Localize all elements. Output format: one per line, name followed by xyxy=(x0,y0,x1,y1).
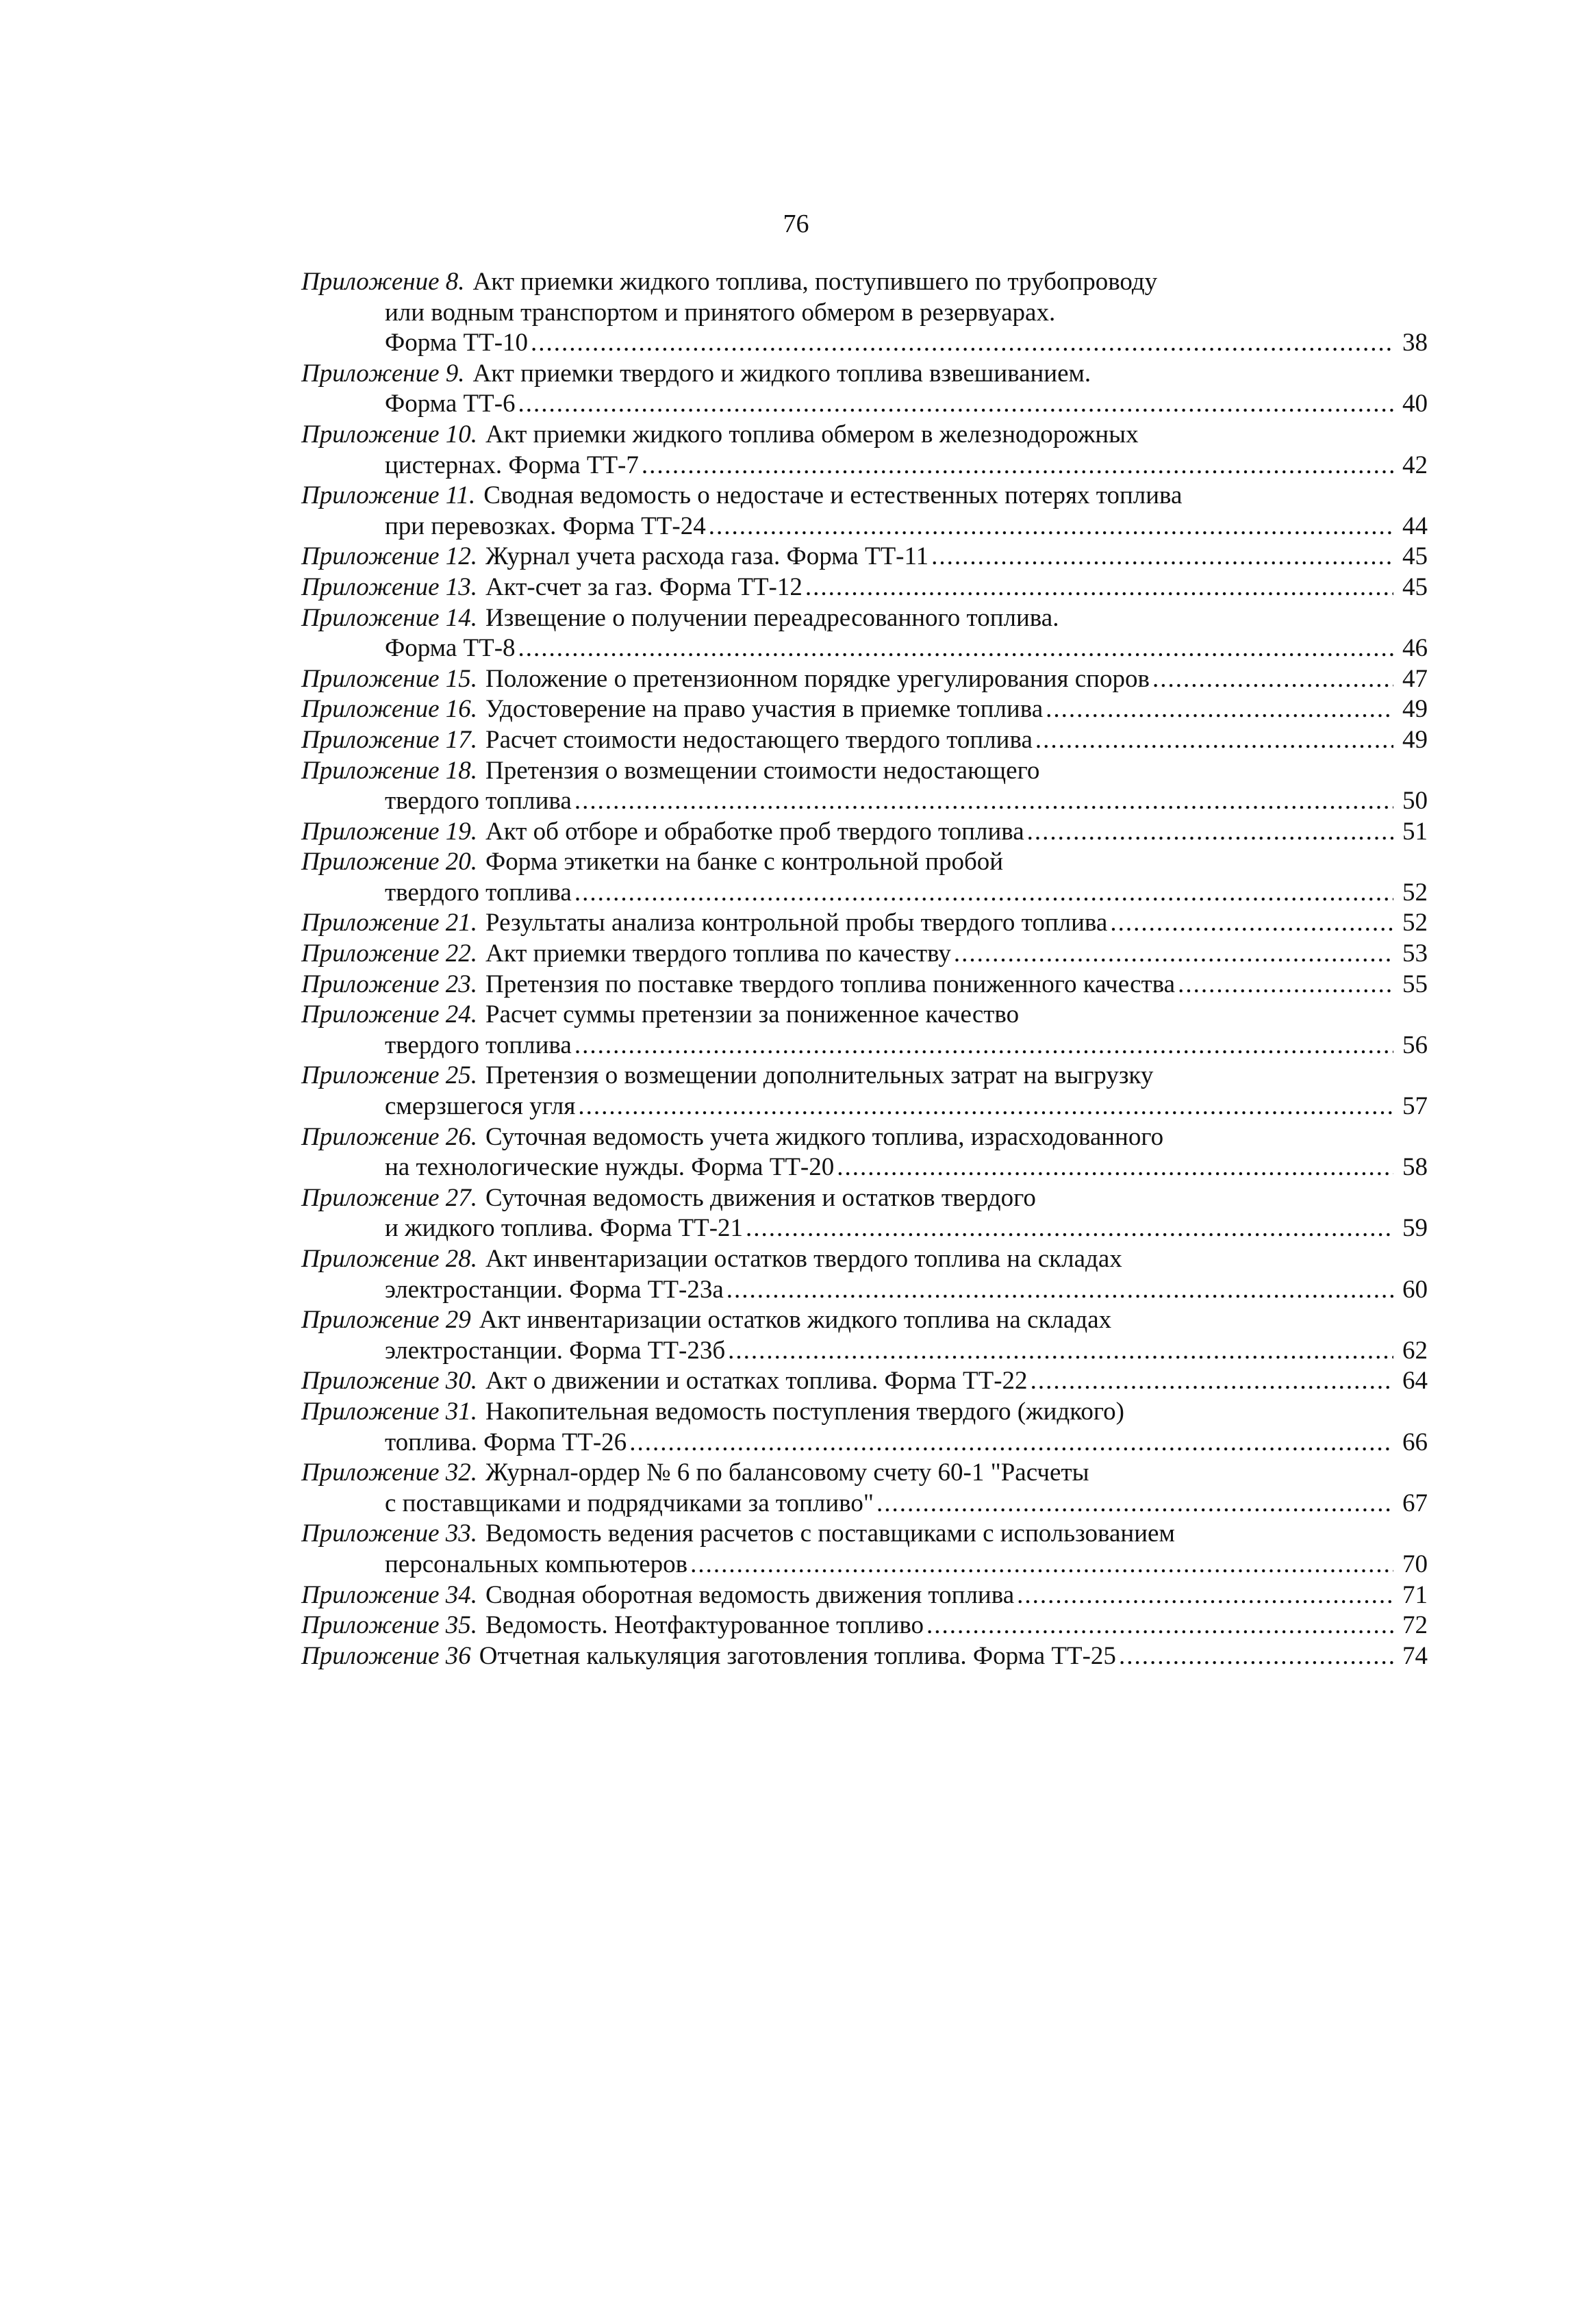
toc-entry xyxy=(301,847,1428,908)
toc-entry-first-line xyxy=(301,1641,1428,1672)
entry-title: Акт инвентаризации остатков жидкого топлива на складах xyxy=(479,1306,1112,1335)
entry-title: Акт об отборе и обработке проб твердого топлива xyxy=(485,817,1024,846)
toc-entry xyxy=(301,1000,1428,1061)
toc-entry xyxy=(301,420,1428,481)
toc-entry xyxy=(301,756,1428,817)
toc-entry-continuation-line xyxy=(301,1489,1428,1519)
toc-entry-first-line xyxy=(301,1244,1428,1275)
page-reference: 55 xyxy=(1402,970,1428,998)
toc-entry xyxy=(301,267,1428,359)
entry-title: Суточная ведомость движения и остатков твердого xyxy=(485,1183,1036,1212)
appendix-label: Приложение 34. xyxy=(301,1580,478,1609)
appendix-label: Приложение 36 xyxy=(301,1641,471,1670)
page-reference: 57 xyxy=(1402,1092,1428,1121)
appendix-label: Приложение 25. xyxy=(301,1061,478,1090)
toc-entry xyxy=(301,481,1428,542)
appendix-label: Приложение 13. xyxy=(301,572,478,601)
toc-entry-first-line xyxy=(301,939,1428,970)
page-reference: 74 xyxy=(1402,1641,1428,1670)
page-reference: 50 xyxy=(1402,787,1428,816)
entry-title: и жидкого топлива. Форма ТТ-21 xyxy=(385,1214,744,1243)
toc-entry-first-line xyxy=(301,542,1428,572)
toc-entry-continuation-line xyxy=(301,1275,1428,1306)
entry-title: Акт о движении и остатках топлива. Форма ТТ-22 xyxy=(485,1367,1028,1395)
toc-entry-first-line xyxy=(301,1183,1428,1214)
entry-title: Акт приемки жидкого топлива обмером в железнодорожных xyxy=(485,420,1139,449)
toc-entry-first-line xyxy=(301,756,1428,787)
entry-title: Результаты анализа контрольной пробы твердого топлива xyxy=(485,909,1108,937)
toc-entry xyxy=(301,664,1428,695)
page-reference: 45 xyxy=(1402,572,1428,601)
toc-entry xyxy=(301,1519,1428,1580)
page-reference: 71 xyxy=(1402,1580,1428,1609)
page-reference: 59 xyxy=(1402,1214,1428,1243)
entry-title: Журнал учета расхода газа. Форма ТТ-11 xyxy=(485,542,929,571)
page-reference: 66 xyxy=(1402,1428,1428,1456)
page-reference: 46 xyxy=(1402,634,1428,663)
dot-leader xyxy=(709,511,1393,542)
dot-leader xyxy=(1110,908,1393,939)
dot-leader xyxy=(518,389,1393,420)
toc-entry-first-line xyxy=(301,1519,1428,1550)
entry-title: Акт приемки твердого топлива по качеству xyxy=(485,939,951,968)
dot-leader xyxy=(837,1152,1393,1183)
toc-entry xyxy=(301,908,1428,939)
entry-title: Акт приемки твердого и жидкого топлива взвешиванием. xyxy=(472,359,1091,388)
toc-entry xyxy=(301,1183,1428,1244)
entry-title: электростанции. Форма ТТ-23б xyxy=(385,1336,726,1365)
entry-title: с поставщиками и подрядчиками за топливо" xyxy=(385,1489,874,1517)
dot-leader xyxy=(1027,817,1393,848)
page-reference: 38 xyxy=(1402,329,1428,357)
toc-entry xyxy=(301,1061,1428,1122)
appendix-label: Приложение 35. xyxy=(301,1611,478,1640)
toc-entry-first-line xyxy=(301,603,1428,634)
entry-title: электростанции. Форма ТТ-23а xyxy=(385,1275,724,1304)
appendix-label: Приложение 10. xyxy=(301,420,478,449)
appendix-label: Приложение 28. xyxy=(301,1245,478,1273)
appendix-label: Приложение 21. xyxy=(301,909,478,937)
toc-entry-first-line xyxy=(301,359,1428,390)
toc-entry-continuation-line xyxy=(301,328,1428,359)
entry-title: Акт-счет за газ. Форма ТТ-12 xyxy=(485,572,803,601)
toc-entry-first-line xyxy=(301,1061,1428,1091)
toc-entry-continuation-line xyxy=(301,878,1428,909)
toc-entry-first-line xyxy=(301,267,1428,298)
toc-entry-first-line xyxy=(301,694,1428,725)
dot-leader xyxy=(728,1336,1393,1367)
entry-title: на технологические нужды. Форма ТТ-20 xyxy=(385,1153,835,1182)
appendix-label: Приложение 20. xyxy=(301,848,478,876)
page-reference: 72 xyxy=(1402,1611,1428,1640)
entry-title: Ведомость. Неотфактурованное топливо xyxy=(485,1611,924,1640)
entry-title: Ведомость ведения расчетов с поставщиками с использованием xyxy=(485,1519,1175,1548)
entry-title: Отчетная калькуляция заготовления топлива. Форма ТТ-25 xyxy=(479,1641,1116,1670)
page-reference: 53 xyxy=(1402,939,1428,968)
dot-leader xyxy=(642,451,1393,481)
dot-leader xyxy=(574,786,1393,817)
page-reference: 62 xyxy=(1402,1336,1428,1365)
toc-entry-first-line xyxy=(301,1000,1428,1031)
entry-title: Форма ТТ-10 xyxy=(385,329,529,357)
page-reference: 51 xyxy=(1402,817,1428,846)
toc-entry-first-line xyxy=(301,1305,1428,1336)
table-of-contents xyxy=(301,267,1428,1671)
appendix-label: Приложение 23. xyxy=(301,970,478,998)
toc-entry xyxy=(301,817,1428,848)
dot-leader xyxy=(876,1489,1393,1519)
toc-entry xyxy=(301,1458,1428,1519)
toc-entry-first-line xyxy=(301,1397,1428,1428)
toc-entry-continuation-line xyxy=(301,1336,1428,1367)
page-reference: 60 xyxy=(1402,1275,1428,1304)
page-reference: 70 xyxy=(1402,1550,1428,1578)
toc-entry xyxy=(301,1305,1428,1366)
toc-entry xyxy=(301,694,1428,725)
appendix-label: Приложение 29 xyxy=(301,1306,471,1335)
appendix-label: Приложение 16. xyxy=(301,695,478,724)
page-reference: 49 xyxy=(1402,695,1428,724)
appendix-label: Приложение 31. xyxy=(301,1397,478,1426)
toc-entry-continuation-line xyxy=(301,298,1428,329)
toc-entry xyxy=(301,1122,1428,1183)
appendix-label: Приложение 24. xyxy=(301,1000,478,1029)
page-reference: 40 xyxy=(1402,390,1428,418)
dot-leader xyxy=(1046,694,1393,725)
page-reference: 52 xyxy=(1402,909,1428,937)
toc-entry-first-line xyxy=(301,572,1428,603)
entry-title: Расчет стоимости недостающего твердого топлива xyxy=(485,725,1033,754)
page-reference: 44 xyxy=(1402,511,1428,540)
page-reference: 52 xyxy=(1402,878,1428,907)
dot-leader xyxy=(746,1213,1393,1244)
toc-entry-first-line xyxy=(301,817,1428,848)
toc-entry-continuation-line xyxy=(301,1213,1428,1244)
entry-title: Накопительная ведомость поступления твердого (жидкого) xyxy=(485,1397,1124,1426)
dot-leader xyxy=(690,1550,1393,1580)
entry-title: Сводная ведомость о недостаче и естественных потерях топлива xyxy=(483,481,1183,510)
dot-leader xyxy=(1119,1641,1393,1672)
appendix-label: Приложение 27. xyxy=(301,1183,478,1212)
toc-entry-continuation-line xyxy=(301,786,1428,817)
page-number: 76 xyxy=(783,210,809,238)
toc-entry-first-line xyxy=(301,1366,1428,1397)
toc-entry-first-line xyxy=(301,725,1428,756)
appendix-label: Приложение 11. xyxy=(301,481,476,510)
toc-entry-continuation-line xyxy=(301,1550,1428,1580)
toc-entry xyxy=(301,1641,1428,1672)
entry-title: твердого топлива xyxy=(385,1031,572,1059)
page-reference: 64 xyxy=(1402,1367,1428,1395)
entry-title: при перевозках. Форма ТТ-24 xyxy=(385,511,706,540)
appendix-label: Приложение 14. xyxy=(301,603,478,632)
entry-title: топлива. Форма ТТ-26 xyxy=(385,1428,627,1456)
entry-title: смерзшегося угля xyxy=(385,1092,576,1121)
entry-title: персональных компьютеров xyxy=(385,1550,688,1578)
dot-leader xyxy=(1035,725,1393,756)
toc-entry-first-line xyxy=(301,1580,1428,1611)
entry-title: Положение о претензионном порядке урегулирования споров xyxy=(485,664,1150,693)
entry-title: Сводная оборотная ведомость движения топлива xyxy=(485,1580,1015,1609)
toc-entry xyxy=(301,970,1428,1000)
appendix-label: Приложение 12. xyxy=(301,542,478,571)
dot-leader xyxy=(574,1031,1393,1061)
entry-title: Форма ТТ-8 xyxy=(385,634,516,663)
appendix-label: Приложение 8. xyxy=(301,268,465,296)
toc-entry-first-line xyxy=(301,1458,1428,1489)
dot-leader xyxy=(926,1611,1393,1641)
page-reference: 58 xyxy=(1402,1153,1428,1182)
appendix-label: Приложение 33. xyxy=(301,1519,478,1548)
toc-entry-continuation-line xyxy=(301,511,1428,542)
dot-leader xyxy=(1152,664,1393,695)
entry-title: Претензия о возмещении дополнительных затрат на выгрузку xyxy=(485,1061,1154,1090)
toc-entry xyxy=(301,603,1428,664)
entry-title: цистернах. Форма ТТ-7 xyxy=(385,451,639,479)
entry-title: Извещение о получении переадресованного топлива. xyxy=(485,603,1059,632)
appendix-label: Приложение 22. xyxy=(301,939,478,968)
dot-leader xyxy=(726,1275,1393,1306)
toc-entry-first-line xyxy=(301,908,1428,939)
toc-entry xyxy=(301,359,1428,420)
dot-leader xyxy=(518,633,1393,664)
toc-entry-continuation-line xyxy=(301,451,1428,481)
entry-title: Форма ТТ-6 xyxy=(385,390,516,418)
appendix-label: Приложение 32. xyxy=(301,1458,478,1487)
toc-entry-continuation-line xyxy=(301,1152,1428,1183)
page-reference: 56 xyxy=(1402,1031,1428,1059)
toc-entry xyxy=(301,572,1428,603)
toc-entry xyxy=(301,1397,1428,1458)
toc-entry-first-line xyxy=(301,420,1428,451)
appendix-label: Приложение 30. xyxy=(301,1367,478,1395)
toc-entry xyxy=(301,1611,1428,1641)
entry-title: Форма этикетки на банке с контрольной пробой xyxy=(485,848,1004,876)
entry-title: твердого топлива xyxy=(385,878,572,907)
entry-title: твердого топлива xyxy=(385,787,572,816)
dot-leader xyxy=(574,878,1393,909)
toc-entry xyxy=(301,1244,1428,1305)
entry-title: Расчет суммы претензии за пониженное качество xyxy=(485,1000,1020,1029)
toc-entry xyxy=(301,542,1428,572)
toc-entry-first-line xyxy=(301,847,1428,878)
dot-leader xyxy=(1178,970,1393,1000)
toc-entry xyxy=(301,1366,1428,1397)
appendix-label: Приложение 19. xyxy=(301,817,478,846)
entry-title: Суточная ведомость учета жидкого топлива, израсходованного xyxy=(485,1122,1164,1151)
dot-leader xyxy=(954,939,1393,970)
toc-entry-first-line xyxy=(301,970,1428,1000)
entry-title: Претензия по поставке твердого топлива пониженного качества xyxy=(485,970,1176,998)
appendix-label: Приложение 15. xyxy=(301,664,478,693)
appendix-label: Приложение 17. xyxy=(301,725,478,754)
toc-entry-continuation-line xyxy=(301,1031,1428,1061)
entry-title: или водным транспортом и принятого обмером в резервуарах. xyxy=(385,298,1056,327)
entry-title: Журнал-ордер № 6 по балансовому счету 60-1 "Расчеты xyxy=(485,1458,1089,1487)
entry-title: Удостоверение на право участия в приемке топлива xyxy=(485,695,1044,724)
entry-title: Акт инвентаризации остатков твердого топлива на складах xyxy=(485,1245,1122,1273)
toc-entry xyxy=(301,939,1428,970)
toc-entry xyxy=(301,1580,1428,1611)
entry-title: Акт приемки жидкого топлива, поступившего по трубопроводу xyxy=(472,268,1158,296)
appendix-label: Приложение 18. xyxy=(301,756,478,785)
page-reference: 47 xyxy=(1402,664,1428,693)
appendix-label: Приложение 26. xyxy=(301,1122,478,1151)
dot-leader xyxy=(531,328,1393,359)
dot-leader xyxy=(1031,1366,1393,1397)
toc-entry xyxy=(301,725,1428,756)
dot-leader xyxy=(805,572,1393,603)
page-reference: 42 xyxy=(1402,451,1428,479)
page-reference: 45 xyxy=(1402,542,1428,571)
dot-leader xyxy=(1017,1580,1393,1611)
toc-entry-first-line xyxy=(301,1611,1428,1641)
toc-entry-continuation-line xyxy=(301,1428,1428,1458)
toc-entry-first-line xyxy=(301,664,1428,695)
dot-leader xyxy=(629,1428,1393,1458)
page-reference: 49 xyxy=(1402,725,1428,754)
page-reference: 67 xyxy=(1402,1489,1428,1517)
toc-entry-first-line xyxy=(301,481,1428,511)
toc-entry-continuation-line xyxy=(301,633,1428,664)
toc-entry-continuation-line xyxy=(301,389,1428,420)
dot-leader xyxy=(578,1091,1393,1122)
entry-title: Претензия о возмещении стоимости недостающего xyxy=(485,756,1040,785)
dot-leader xyxy=(931,542,1393,572)
toc-entry-continuation-line xyxy=(301,1091,1428,1122)
appendix-label: Приложение 9. xyxy=(301,359,465,388)
toc-entry-first-line xyxy=(301,1122,1428,1153)
